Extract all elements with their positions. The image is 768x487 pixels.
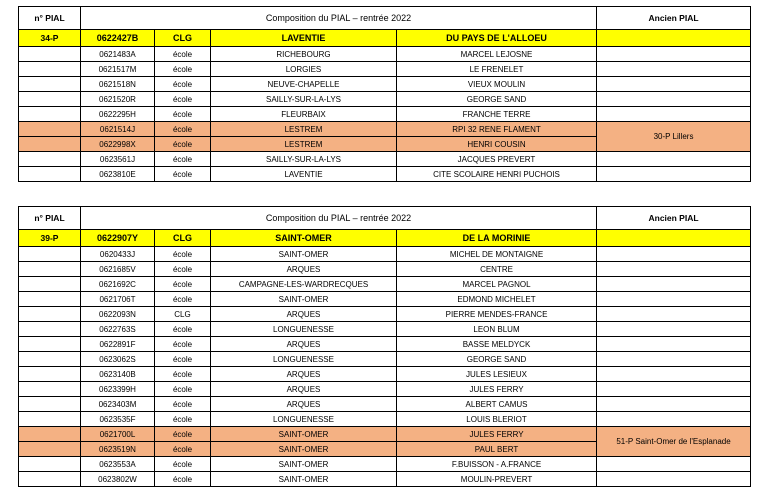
cell-type: école (155, 442, 211, 457)
cell-commune: SAINT-OMER (211, 442, 397, 457)
cell-code: 0622907Y (81, 230, 155, 247)
table-row (19, 367, 751, 382)
cell-commune: ARQUES (211, 367, 397, 382)
cell-code: 0622763S (81, 322, 155, 337)
cell-commune: NEUVE-CHAPELLE (211, 77, 397, 92)
header-ancien-pial-label: Ancien PIAL (597, 207, 751, 230)
pial-number-spacer (19, 322, 81, 337)
pial-number: 34-P (19, 30, 81, 47)
cell-commune: FLEURBAIX (211, 107, 397, 122)
cell-commune: LONGUENESSE (211, 352, 397, 367)
table-row (19, 122, 751, 137)
cell-establishment-name: CENTRE (397, 262, 597, 277)
table-row (19, 322, 751, 337)
table-row (19, 292, 751, 307)
cell-ancien-pial-empty (597, 457, 751, 472)
cell-type: école (155, 137, 211, 152)
cell-establishment-name: JULES FERRY (397, 382, 597, 397)
cell-ancien-pial-empty (597, 472, 751, 487)
cell-ancien-pial-empty (597, 307, 751, 322)
cell-ancien-pial-empty (597, 322, 751, 337)
pial-number-spacer (19, 107, 81, 122)
pial-number-spacer (19, 472, 81, 487)
cell-ancien-pial-empty (597, 382, 751, 397)
cell-establishment-name: LE FRENELET (397, 62, 597, 77)
cell-ancien-pial-empty (597, 77, 751, 92)
cell-code: 0622998X (81, 137, 155, 152)
cell-commune: SAINT-OMER (211, 472, 397, 487)
cell-code: 0622891F (81, 337, 155, 352)
cell-code: 0623403M (81, 397, 155, 412)
pial-number-spacer (19, 122, 81, 137)
cell-type: école (155, 457, 211, 472)
table-row (19, 277, 751, 292)
cell-type: école (155, 277, 211, 292)
cell-ancien-pial-empty (597, 107, 751, 122)
pial-table-block-2 (18, 200, 750, 487)
cell-commune: SAINT-OMER (211, 247, 397, 262)
cell-ancien-pial-empty (597, 412, 751, 427)
cell-establishment-name: FRANCHE TERRE (397, 107, 597, 122)
cell-type: CLG (155, 307, 211, 322)
pial-table-39p (18, 206, 751, 487)
cell-establishment-name: ALBERT CAMUS (397, 397, 597, 412)
cell-ancien-pial-empty (597, 262, 751, 277)
cell-ancien-pial-empty (597, 352, 751, 367)
cell-establishment-name: JACQUES PREVERT (397, 152, 597, 167)
cell-type: école (155, 262, 211, 277)
cell-establishment-name: F.BUISSON - A.FRANCE (397, 457, 597, 472)
cell-code: 0621692C (81, 277, 155, 292)
cell-establishment-name: RPI 32 RENE FLAMENT (397, 122, 597, 137)
cell-ancien-pial: 51-P Saint-Omer de l'Esplanade (597, 427, 751, 457)
cell-commune: LESTREM (211, 137, 397, 152)
cell-ancien-pial-empty (597, 92, 751, 107)
table-row (19, 47, 751, 62)
pial-number-spacer (19, 47, 81, 62)
pial-number-spacer (19, 262, 81, 277)
pial-number-spacer (19, 277, 81, 292)
cell-commune: SAINT-OMER (211, 230, 397, 247)
cell-code: 0623810E (81, 167, 155, 182)
pial-number-spacer (19, 382, 81, 397)
cell-code: 0621483A (81, 47, 155, 62)
cell-type: école (155, 322, 211, 337)
cell-ancien-pial-empty (597, 397, 751, 412)
cell-establishment-name: VIEUX MOULIN (397, 77, 597, 92)
pial-number-spacer (19, 77, 81, 92)
cell-type: école (155, 62, 211, 77)
cell-type: école (155, 247, 211, 262)
cell-establishment-name: MOULIN-PREVERT (397, 472, 597, 487)
pial-number-spacer (19, 457, 81, 472)
cell-type: CLG (155, 230, 211, 247)
table-row (19, 412, 751, 427)
cell-ancien-pial-empty (597, 292, 751, 307)
header-composition-label: Composition du PIAL – rentrée 2022 (81, 7, 597, 30)
pial-number-spacer (19, 62, 81, 77)
cell-type: école (155, 382, 211, 397)
cell-type: école (155, 412, 211, 427)
cell-code: 0621700L (81, 427, 155, 442)
pial-number-spacer (19, 367, 81, 382)
table-row (19, 352, 751, 367)
pial-number-spacer (19, 292, 81, 307)
header-pial-label: n° PIAL (19, 7, 81, 30)
pial-number-spacer (19, 92, 81, 107)
pial-number-spacer (19, 397, 81, 412)
pial-number-spacer (19, 307, 81, 322)
cell-commune: SAINT-OMER (211, 457, 397, 472)
cell-ancien-pial-empty (597, 152, 751, 167)
cell-establishment-name: LEON BLUM (397, 322, 597, 337)
pial-table-34p (18, 6, 751, 182)
cell-establishment-name: PAUL BERT (397, 442, 597, 457)
table-row (19, 337, 751, 352)
table-row (19, 397, 751, 412)
table-row (19, 457, 751, 472)
cell-establishment-name: DU PAYS DE L'ALLOEU (397, 30, 597, 47)
pial-table-block-1 (18, 0, 750, 182)
cell-establishment-name: MARCEL PAGNOL (397, 277, 597, 292)
table-row (19, 167, 751, 182)
cell-ancien-pial-empty (597, 277, 751, 292)
header-pial-label: n° PIAL (19, 207, 81, 230)
table-row (19, 427, 751, 442)
cell-commune: ARQUES (211, 397, 397, 412)
table-separator (0, 182, 768, 200)
cell-establishment-name: DE LA MORINIE (397, 230, 597, 247)
table-row (19, 30, 751, 47)
pial-number-spacer (19, 427, 81, 442)
cell-ancien-pial-empty (597, 230, 751, 247)
cell-type: école (155, 427, 211, 442)
cell-ancien-pial-empty (597, 367, 751, 382)
cell-commune: ARQUES (211, 382, 397, 397)
cell-establishment-name: HENRI COUSIN (397, 137, 597, 152)
cell-ancien-pial: 30-P Lillers (597, 122, 751, 152)
cell-commune: ARQUES (211, 307, 397, 322)
table-row (19, 62, 751, 77)
pial-number-spacer (19, 247, 81, 262)
cell-type: école (155, 47, 211, 62)
cell-ancien-pial-empty (597, 30, 751, 47)
cell-establishment-name: MARCEL LEJOSNE (397, 47, 597, 62)
cell-commune: SAILLY-SUR-LA-LYS (211, 92, 397, 107)
cell-type: école (155, 167, 211, 182)
cell-code: 0622295H (81, 107, 155, 122)
table-row (19, 307, 751, 322)
table-header-row (19, 207, 751, 230)
header-ancien-pial-label: Ancien PIAL (597, 7, 751, 30)
cell-code: 0623399H (81, 382, 155, 397)
cell-establishment-name: MICHEL DE MONTAIGNE (397, 247, 597, 262)
cell-commune: CAMPAGNE-LES-WARDRECQUES (211, 277, 397, 292)
cell-establishment-name: JULES FERRY (397, 427, 597, 442)
cell-commune: SAINT-OMER (211, 292, 397, 307)
table-row (19, 92, 751, 107)
cell-code: 0623519N (81, 442, 155, 457)
cell-type: école (155, 337, 211, 352)
table-row (19, 472, 751, 487)
cell-code: 0621518N (81, 77, 155, 92)
table-header-row (19, 7, 751, 30)
cell-code: 0621514J (81, 122, 155, 137)
cell-type: école (155, 292, 211, 307)
cell-establishment-name: JULES LESIEUX (397, 367, 597, 382)
cell-establishment-name: BASSE MELDYCK (397, 337, 597, 352)
pial-number-spacer (19, 412, 81, 427)
cell-code: 0623553A (81, 457, 155, 472)
cell-type: CLG (155, 30, 211, 47)
cell-ancien-pial-empty (597, 337, 751, 352)
table-row (19, 152, 751, 167)
cell-code: 0621520R (81, 92, 155, 107)
table-row (19, 382, 751, 397)
cell-type: école (155, 367, 211, 382)
cell-code: 0623802W (81, 472, 155, 487)
table-row (19, 107, 751, 122)
cell-ancien-pial-empty (597, 247, 751, 262)
cell-establishment-name: PIERRE MENDES-FRANCE (397, 307, 597, 322)
pial-number-spacer (19, 337, 81, 352)
cell-commune: LAVENTIE (211, 167, 397, 182)
header-composition-label: Composition du PIAL – rentrée 2022 (81, 207, 597, 230)
table-row (19, 230, 751, 247)
pial-number-spacer (19, 352, 81, 367)
cell-establishment-name: GEORGE SAND (397, 92, 597, 107)
pial-number-spacer (19, 442, 81, 457)
cell-establishment-name: CITE SCOLAIRE HENRI PUCHOIS (397, 167, 597, 182)
cell-commune: LONGUENESSE (211, 412, 397, 427)
cell-code: 0621685V (81, 262, 155, 277)
pial-table-body (19, 207, 751, 487)
cell-commune: SAINT-OMER (211, 427, 397, 442)
cell-commune: RICHEBOURG (211, 47, 397, 62)
cell-type: école (155, 152, 211, 167)
cell-establishment-name: EDMOND MICHELET (397, 292, 597, 307)
cell-commune: SAILLY-SUR-LA-LYS (211, 152, 397, 167)
cell-commune: LORGIES (211, 62, 397, 77)
cell-code: 0622427B (81, 30, 155, 47)
cell-commune: ARQUES (211, 262, 397, 277)
cell-type: école (155, 77, 211, 92)
cell-ancien-pial-empty (597, 62, 751, 77)
pial-number-spacer (19, 152, 81, 167)
cell-commune: ARQUES (211, 337, 397, 352)
cell-type: école (155, 397, 211, 412)
cell-type: école (155, 352, 211, 367)
cell-ancien-pial-empty (597, 167, 751, 182)
cell-code: 0620433J (81, 247, 155, 262)
cell-type: école (155, 107, 211, 122)
cell-commune: LONGUENESSE (211, 322, 397, 337)
cell-commune: LAVENTIE (211, 30, 397, 47)
cell-establishment-name: LOUIS BLERIOT (397, 412, 597, 427)
table-row (19, 262, 751, 277)
cell-code: 0623535F (81, 412, 155, 427)
cell-ancien-pial-empty (597, 47, 751, 62)
cell-establishment-name: GEORGE SAND (397, 352, 597, 367)
cell-code: 0621706T (81, 292, 155, 307)
cell-type: école (155, 122, 211, 137)
pial-number: 39-P (19, 230, 81, 247)
table-row (19, 247, 751, 262)
pial-number-spacer (19, 167, 81, 182)
cell-code: 0623561J (81, 152, 155, 167)
pial-table-body (19, 7, 751, 182)
cell-type: école (155, 472, 211, 487)
table-row (19, 77, 751, 92)
cell-code: 0623062S (81, 352, 155, 367)
cell-commune: LESTREM (211, 122, 397, 137)
pial-number-spacer (19, 137, 81, 152)
cell-code: 0623140B (81, 367, 155, 382)
cell-code: 0621517M (81, 62, 155, 77)
cell-code: 0622093N (81, 307, 155, 322)
cell-type: école (155, 92, 211, 107)
